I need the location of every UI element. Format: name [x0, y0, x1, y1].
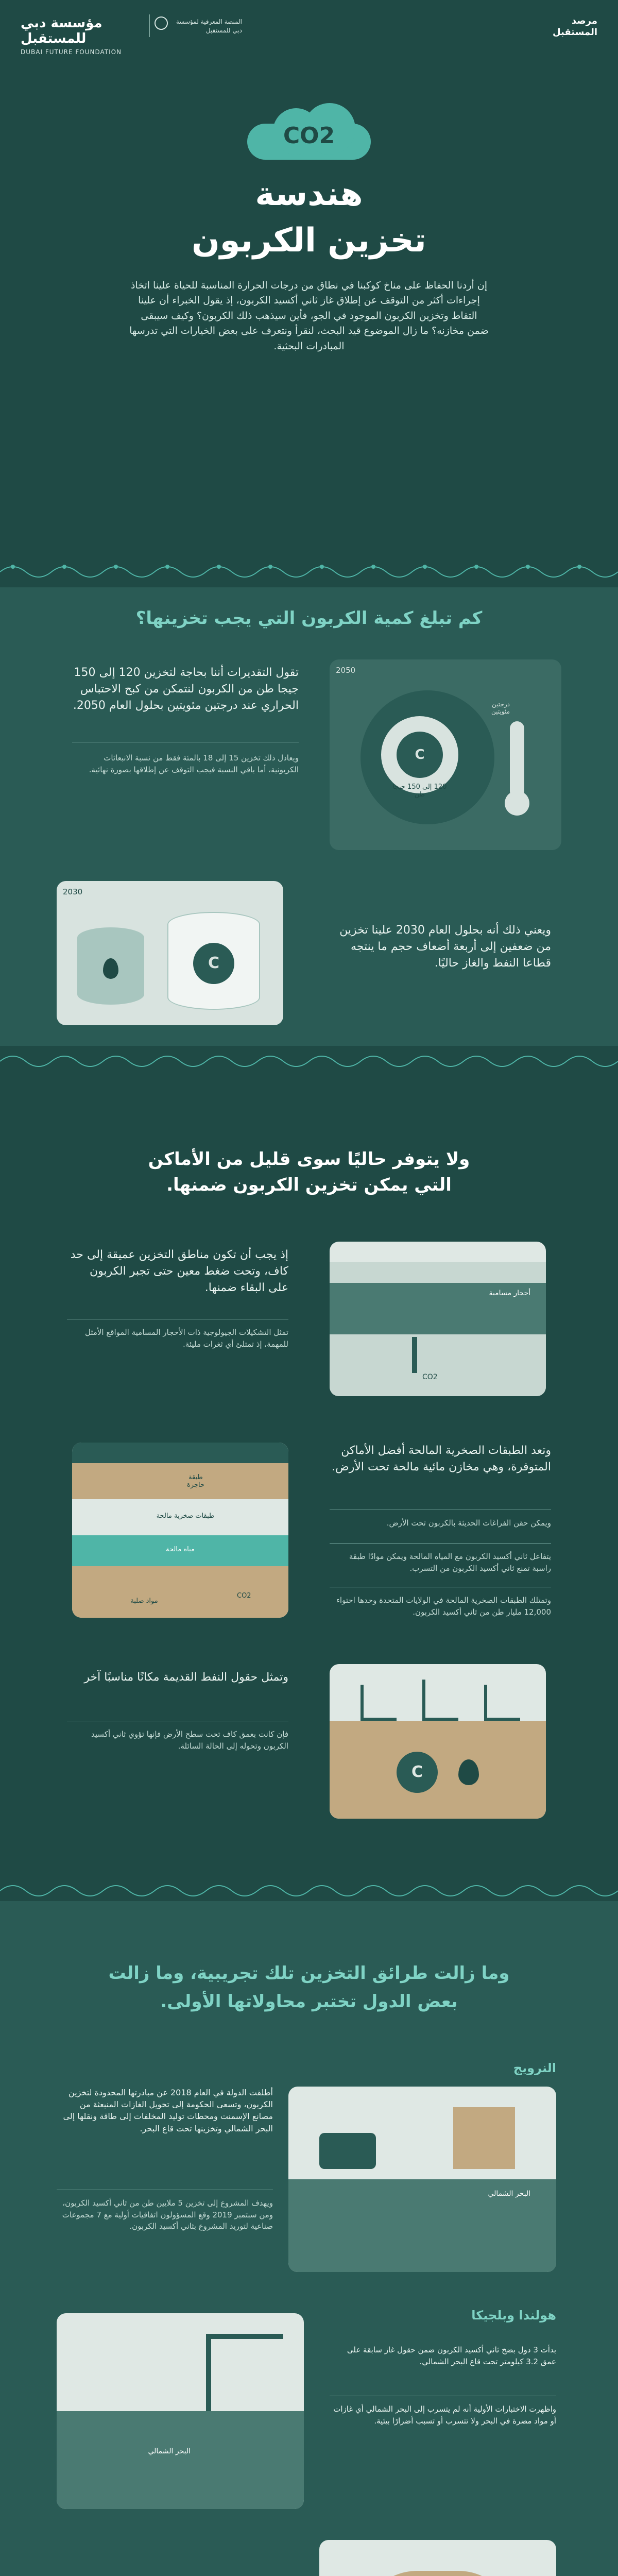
netherlands-heading: هولندا وبلجيكا	[471, 2308, 556, 2323]
north-sea-label-netherlands: البحر الشمالي	[148, 2447, 191, 2455]
storage-percent-note: ويعادل ذلك تخزين 15 إلى 18 بالمئة فقط من نسبة الانبعاثات الكربونية، أما باقي النسبة فيجب التوقف عن إطلاقها بصورة نهائية.	[89, 753, 299, 774]
country-trials-section	[0, 1901, 618, 2576]
netherlands-text-1: بدأت 3 دول بضخ ثاني أكسيد الكربون ضمن حقول غاز سابقة على عمق 3.2 كيلومتر تحت قاع البحر الشمالي.	[347, 2345, 556, 2367]
section2-title-line2: التي يمكن تخزين الكربون ضمنها.	[166, 1175, 452, 1195]
port-crane-icon	[206, 2334, 283, 2411]
pumpjack-icon-1	[360, 1685, 397, 1721]
reaction-note: يتفاعل ثاني أكسيد الكربون مع المياه المالحة ويمكن موادًا طبقة راسبة تمنع ثاني أكسيد الكربون من التسرب.	[349, 1552, 551, 1573]
year-2050-panel	[330, 659, 561, 850]
saline-formations-text: وتعد الطبقات الصخرية المالحة أفضل الأماكن المتوفرة، وهي مخازن مائية مالحة تحت الأرض.	[332, 1444, 551, 1473]
solid-material-label: مواد صلبة	[130, 1597, 158, 1605]
cap-layer-label: طبقة حاجزة	[186, 1473, 205, 1489]
hero-section	[0, 57, 618, 352]
storage-2030-text: ويعني ذلك أنه بحلول العام 2030 علينا تخزين من ضعفين إلى أربعة أضعاف حجم ما ينتجه قطاعا النفط والغاز حاليًا.	[339, 924, 551, 970]
porous-formations-note: تمثل التشكيلات الجيولوجية ذات الأحجار المسامية المواقع الأمثل للمهمة، إذ تمتلئ أي ثغرات مليئة.	[84, 1328, 288, 1349]
foundation-name-ar: مؤسسة دبي للمستقبل	[21, 15, 102, 46]
intro-paragraph: إن أردنا الحفاظ على مناخ كوكبنا في نطاق من درجات الحرارة المناسبة للحياة علينا اتخاذ إجراءات أكثر من التوقف عن إطلاق غاز ثاني أكسيد الكربون، إذ يقول الخبراء أن علينا التقاط وتخزين الكربون الموجود في الجو، فأين سيذهب ذلك الكربون؟ وكيف سيبقى ضمن مخازنه؟ ما زال الموضوع قيد البحث، لنقرأ ونتعرف على بعض الخيارات التي تدرسها المبادرات البحثية.	[129, 280, 489, 352]
thermometer-icon	[510, 721, 524, 799]
text-divider-p2b	[330, 1543, 551, 1544]
netherlands-text-2: واظهرت الاختبارات الأولية أنه لم يتسرب إلى البحر الشمالي أي غازات أو مواد مضرة في البحر ولا تتسرب أو تسبب أضرارًا بيئية.	[333, 2404, 556, 2426]
dubai-future-foundation-logo[interactable]	[21, 15, 134, 56]
storage-locations-section	[0, 1072, 618, 1886]
netherlands-illustration	[57, 2313, 304, 2509]
oil-drop-icon	[103, 958, 118, 979]
oil-fields-note: فإن كانت بعمق كاف تحت سطح الأرض فإنها تؤوي ثاني أكسيد الكربون وتحوله إلى الحالة السائلة.	[91, 1730, 288, 1751]
section2-title-line1: ولا يتوفر حاليًا سوى قليل من الأماكن	[148, 1149, 470, 1170]
thermometer-bulb-icon	[505, 791, 529, 816]
porous-rock-label: أحجار مسامية	[489, 1289, 530, 1297]
carbon-c-icon-2030: C	[193, 943, 234, 984]
pumpjack-icon-2	[422, 1680, 458, 1721]
page-title-line2: تخزين الكربون	[192, 222, 426, 260]
wave-divider	[0, 562, 618, 582]
carbon-c-icon: C	[397, 732, 443, 778]
storage-amount-section	[0, 587, 618, 1046]
co2-label-p1: CO2	[422, 1373, 438, 1381]
saline-aquifer-panel	[72, 1443, 288, 1618]
norway-heading: النرويج	[513, 2061, 556, 2075]
injection-note: ويمكن حقن الفراغات الحديثة بالكربون تحت الأرض.	[386, 1518, 551, 1528]
wave-divider-2	[0, 1051, 618, 1072]
oil-fields-text: وتمثل حقول النفط القديمة مكانًا مناسبًا آخر	[84, 1671, 288, 1684]
porous-rock-panel	[330, 1242, 546, 1396]
co2-label: CO2	[283, 123, 335, 149]
injection-pipe-icon	[412, 1337, 417, 1373]
norway-text: أطلقت الدولة في العام 2018 عن مبادرتها المحدودة لتخزين الكربون، وتسعى الحكومة إلى تحويل الغازات المنبعثة من مصانع الإسمنت ومحطات توليد المخلفات إلى طاقة ونقلها إلى البحر الشمالي وتخزينها تحت قاع البحر.	[63, 2088, 273, 2133]
north-sea-label-norway: البحر الشمالي	[488, 2190, 530, 2198]
knowledge-platform-icon	[154, 16, 168, 30]
page-title-line1: هندسة	[255, 175, 363, 213]
year-2030-panel	[57, 881, 283, 1025]
cement-truck-icon	[319, 2133, 376, 2169]
section3-title-line2: بعض الدول تختبر محاولاتها الأولى.	[160, 1991, 458, 2012]
header-divider	[149, 14, 150, 37]
carbon-c-icon-oil: C	[397, 1752, 438, 1793]
factory-icon	[453, 2107, 515, 2169]
year-2050-label: 2050	[336, 666, 356, 675]
norway-note: ويهدف المشروع إلى تخزين 5 ملايين طن من ثاني أكسيد الكربون، ومن سبتمبر 2019 وقع المسؤولون اتفاقيات أولية مع 7 مجموعات صناعية لتوريد المشروع بثاني أكسيد الكربون.	[62, 2198, 273, 2231]
header	[0, 0, 618, 57]
amount-label: 120 إلى 150 جيجا طن	[392, 783, 447, 799]
co2-cloud-icon	[247, 103, 371, 160]
us-capacity-note: وتمتلك الطبقات الصخرية المالحة في الولايات المتحدة وحدها احتواء 12,000 مليار طن من ثاني أكسيد الكربون.	[336, 1596, 551, 1617]
depth-requirement-text: إذ يجب أن تكون مناطق التخزين عميقة إلى حد كاف، وتحت ضغط معين حتى تجبر الكربون على البقاء ضمنها.	[70, 1248, 288, 1294]
mostaqbal-observatory-logo[interactable]: مرصد المستقبل	[552, 15, 597, 38]
co2-label-p2: CO2	[237, 1592, 251, 1600]
section1-title: كم تبلغ كمية الكربون التي يجب تخزينها؟	[135, 608, 483, 629]
hokkaido-island-icon	[360, 2571, 515, 2576]
section3-title-line1: وما زالت طرائق التخزين تلك تجريبية، وما زالت	[108, 1963, 510, 1984]
oil-fields-panel	[330, 1664, 546, 1819]
pumpjack-icon-3	[484, 1685, 520, 1721]
saline-rock-label: طبقات صخرية مالحة	[156, 1512, 215, 1520]
wave-divider-3	[0, 1880, 618, 1901]
knowledge-platform-logo[interactable]: المنصة المعرفية لمؤسسة دبي للمستقبل	[176, 18, 242, 34]
temperature-label: درجتين مئويتين	[491, 701, 510, 715]
saline-water-label: مياه مالحة	[165, 1546, 195, 1553]
norway-illustration	[288, 2087, 556, 2272]
japan-illustration	[319, 2540, 556, 2576]
storage-estimate-text: تقول التقديرات أننا بحاجة لتخزين 120 إلى 150 جيجا طن من الكربون لنتمكن من كبح الاحتباس الحراري عند درجتين مئويتين بحلول العام 2050.	[73, 666, 299, 712]
foundation-name-en: DUBAI FUTURE FOUNDATION	[21, 48, 122, 56]
year-2030-label: 2030	[63, 887, 83, 896]
